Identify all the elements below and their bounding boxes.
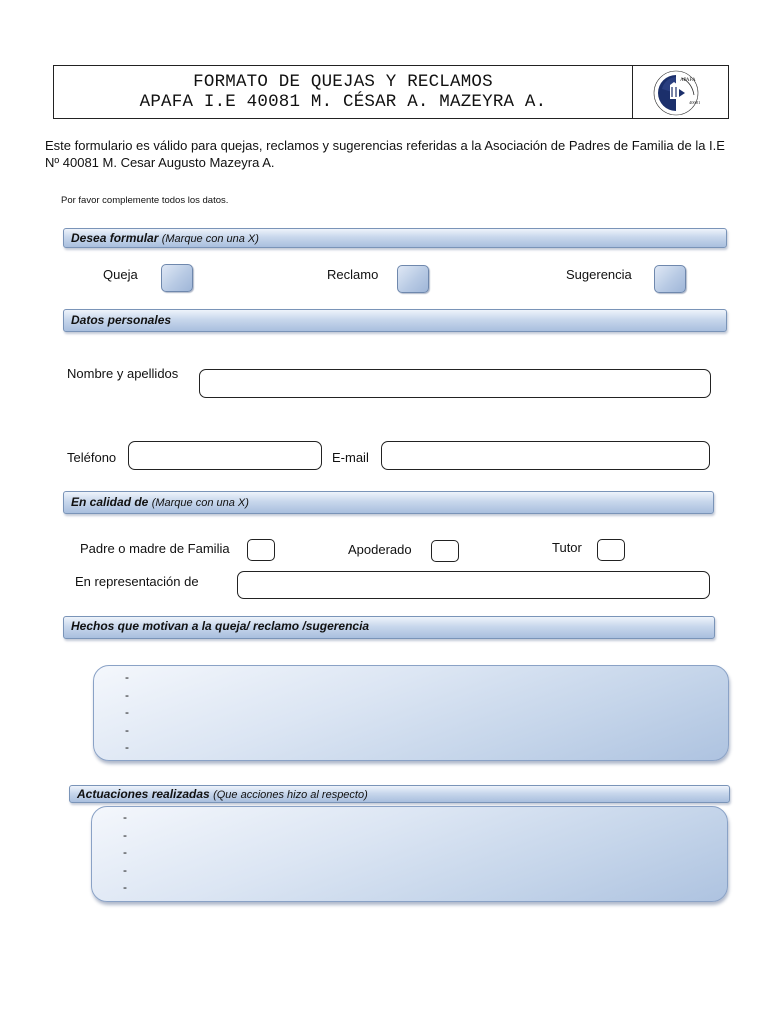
tutor-label: Tutor bbox=[552, 540, 582, 555]
section-title: Hechos que motivan a la queja/ reclamo /sugerencia bbox=[71, 619, 370, 633]
section-title: Datos personales bbox=[71, 313, 172, 327]
list-item bbox=[125, 669, 129, 687]
email-label: E-mail bbox=[332, 450, 369, 465]
section-datos-personales bbox=[63, 309, 727, 332]
section-hechos bbox=[63, 616, 715, 639]
apoderado-checkbox[interactable] bbox=[431, 540, 459, 562]
list-item bbox=[123, 844, 127, 862]
email-input[interactable] bbox=[381, 441, 710, 470]
list-item bbox=[125, 739, 129, 757]
actuaciones-textarea[interactable] bbox=[91, 806, 728, 902]
section-hint: (Marque con una X) bbox=[151, 497, 249, 509]
section-title: Actuaciones realizadas bbox=[77, 787, 210, 801]
title-line-1: FORMATO DE QUEJAS Y RECLAMOS bbox=[193, 72, 493, 92]
padre-checkbox[interactable] bbox=[247, 539, 275, 561]
section-desea-formular bbox=[63, 228, 727, 248]
nombre-input[interactable] bbox=[199, 369, 711, 398]
header-divider bbox=[632, 66, 633, 118]
padre-label: Padre o madre de Familia bbox=[80, 541, 230, 556]
list-item bbox=[125, 722, 129, 740]
form-title bbox=[54, 66, 632, 118]
list-item bbox=[123, 862, 127, 880]
queja-checkbox[interactable] bbox=[161, 264, 193, 292]
telefono-input[interactable] bbox=[128, 441, 322, 470]
form-header bbox=[53, 65, 729, 119]
section-title: Desea formular bbox=[71, 231, 159, 245]
list-item bbox=[123, 827, 127, 845]
reclamo-checkbox[interactable] bbox=[397, 265, 429, 293]
option-queja-label: Queja bbox=[103, 267, 138, 282]
section-en-calidad-de bbox=[63, 491, 714, 514]
apafa-logo-icon bbox=[652, 69, 700, 117]
section-title: En calidad de bbox=[71, 495, 149, 509]
representacion-input[interactable] bbox=[237, 571, 710, 599]
list-item bbox=[125, 687, 129, 705]
sugerencia-checkbox[interactable] bbox=[654, 265, 686, 293]
option-reclamo-label: Reclamo bbox=[327, 267, 379, 282]
option-sugerencia-label: Sugerencia bbox=[566, 267, 632, 282]
section-hint: (Que acciones hizo al respecto) bbox=[213, 789, 368, 801]
list-item bbox=[123, 809, 127, 827]
list-item bbox=[125, 704, 129, 722]
section-hint: (Marque con una X) bbox=[161, 233, 259, 245]
fill-all-note: Por favor complemente todos los datos. bbox=[61, 195, 229, 206]
intro-text: Este formulario es válido para quejas, reclamos y sugerencias referidas a la Asociación de Padres de Familia de la I.E Nº 40081 M. Cesar Augusto Mazeyra A. bbox=[45, 138, 725, 170]
telefono-label: Teléfono bbox=[67, 450, 117, 465]
apoderado-label: Apoderado bbox=[348, 542, 412, 557]
svg-text:APAFA: APAFA bbox=[680, 78, 696, 83]
hechos-lines bbox=[125, 669, 129, 757]
svg-text:40081: 40081 bbox=[689, 100, 700, 105]
tutor-checkbox[interactable] bbox=[597, 539, 625, 561]
actuaciones-lines bbox=[123, 809, 127, 897]
representacion-label: En representación de bbox=[75, 574, 199, 589]
hechos-textarea[interactable] bbox=[93, 665, 729, 761]
section-actuaciones bbox=[69, 785, 730, 803]
list-item bbox=[123, 879, 127, 897]
title-line-2: APAFA I.E 40081 M. CÉSAR A. MAZEYRA A. bbox=[139, 92, 547, 112]
nombre-label: Nombre y apellidos bbox=[67, 366, 179, 381]
